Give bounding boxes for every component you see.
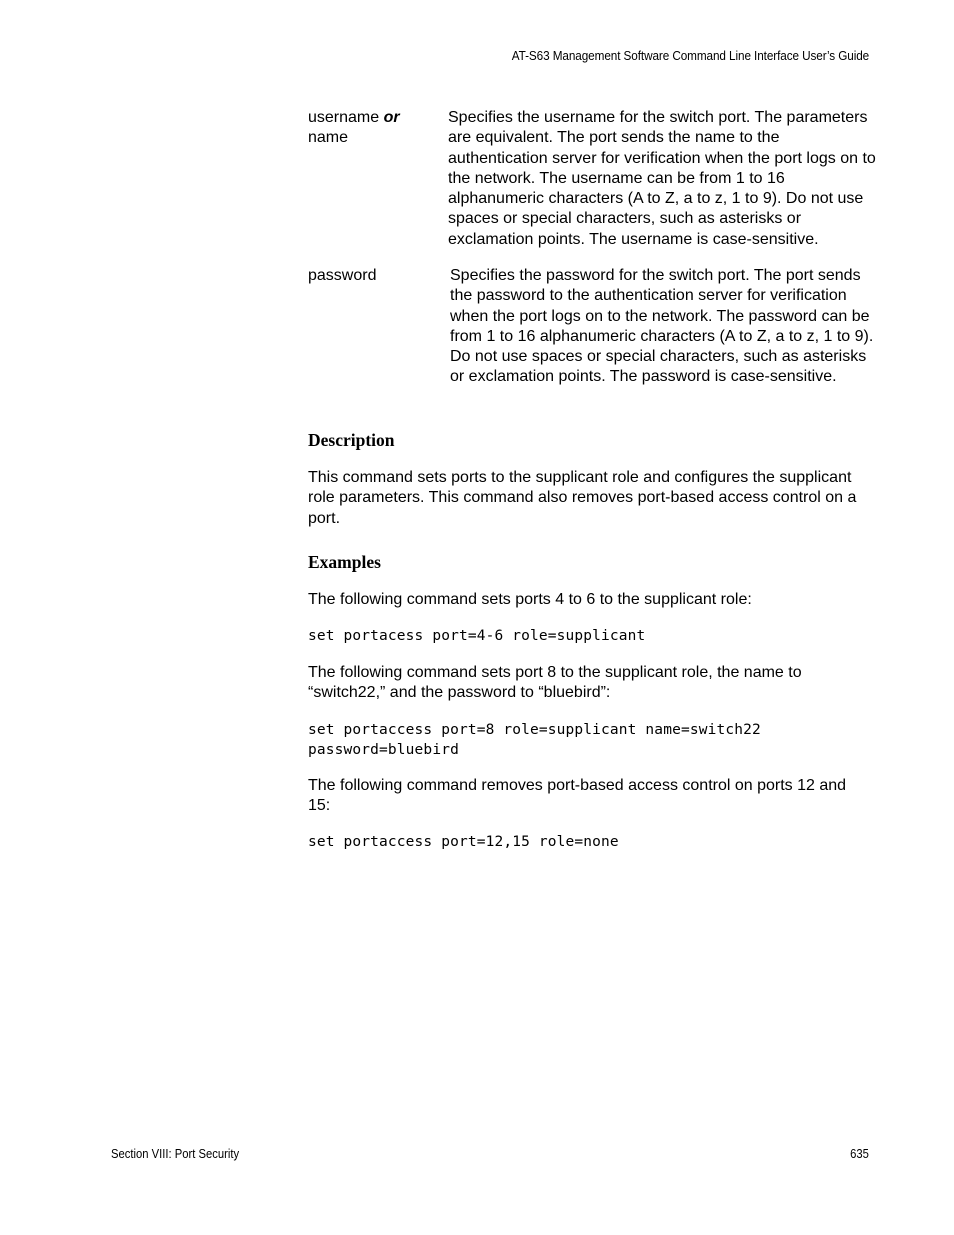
description-heading: Description <box>308 430 395 450</box>
example-code: set portaccess port=8 role=supplicant name=switch22 password=bluebird <box>308 722 761 758</box>
example-text: The following command sets port 8 to the supplicant role, the name to “switch22,” and the password to “bluebird”: <box>308 664 802 702</box>
example-text: The following command removes port-based access control on ports 12 and 15: <box>308 777 847 815</box>
param-name-or: or <box>383 109 400 126</box>
footer-section: Section VIII: Port Security <box>111 1147 240 1161</box>
example-text: The following command sets ports 4 to 6 to the supplicant role: <box>308 591 752 608</box>
running-header: AT-S63 Management Software Command Line Interface User’s Guide <box>511 49 869 63</box>
footer-page-number: 635 <box>850 1147 869 1161</box>
examples-heading: Examples <box>308 552 381 572</box>
param-name-alias: name <box>308 129 349 147</box>
param-name <box>308 108 438 149</box>
param-name-text: username <box>308 109 384 126</box>
description-text: This command sets ports to the supplicant role and configures the supplicant role parameters. This command also removes port-based access control on a port. <box>308 469 857 527</box>
example-code: set portaccess port=12,15 role=none <box>308 834 619 850</box>
param-description: Specifies the password for the switch port. The port sends the password to the authentication server for verification when the port logs on to the network. The password can be from 1 to 16 alphanumeric characters (A to Z, a to z, 1 to 9). Do not use spaces or special characters, such as asterisks or exclamation points. The password is case-sensitive. <box>450 267 874 386</box>
example-code: set portacess port=4-6 role=supplicant <box>308 628 646 644</box>
param-description: Specifies the username for the switch port. The parameters are equivalent. The port sends the name to the authentication server for verification when the port logs on to the network. The username can be from 1 to 16 alphanumeric characters (A to Z, a to z, 1 to 9). Do not use spaces or special characters, such as asterisks or exclamation points. The username is case-sensitive. <box>448 109 876 248</box>
param-name: password <box>308 267 377 284</box>
